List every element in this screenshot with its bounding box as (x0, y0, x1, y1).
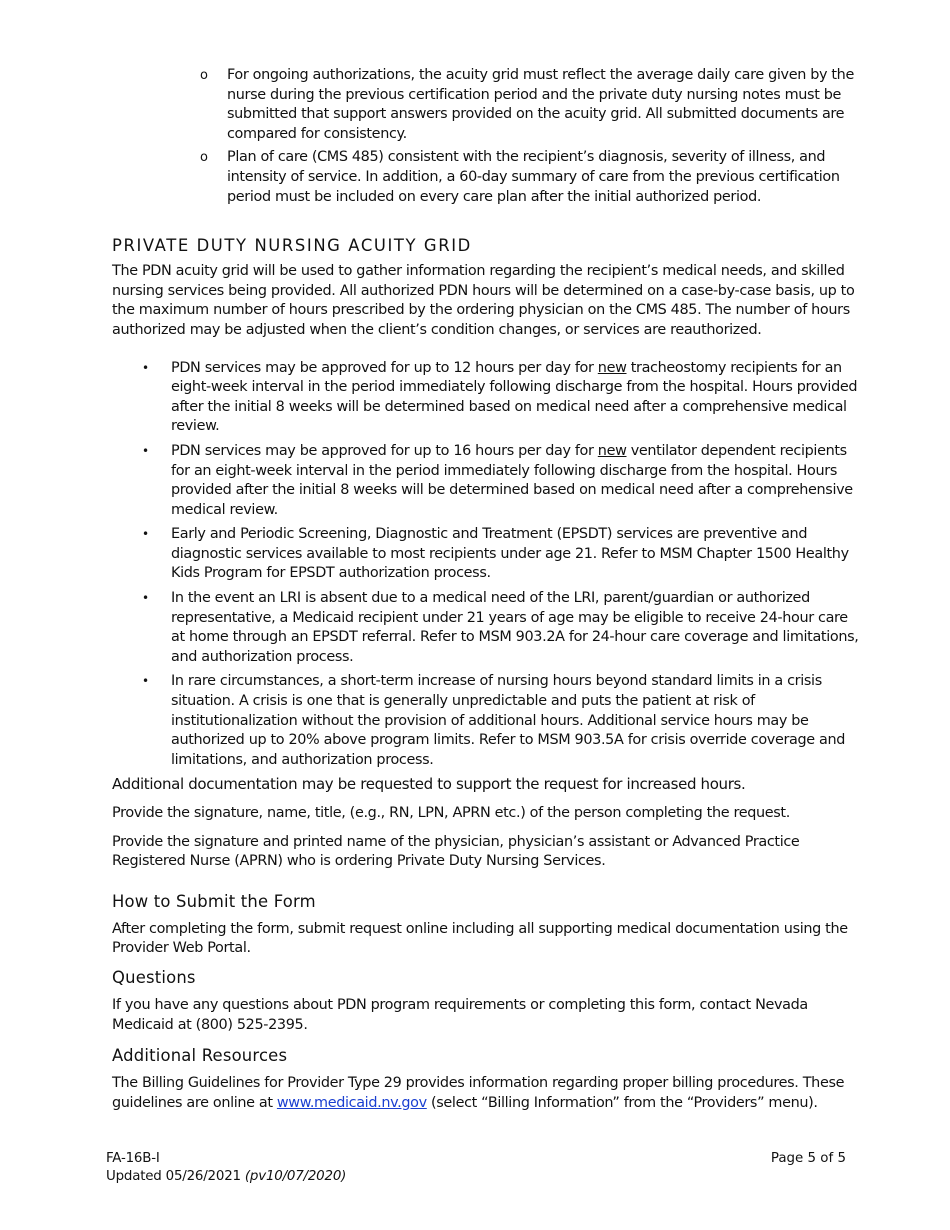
section-heading-submit: How to Submit the Form (112, 891, 316, 911)
list-item: • Early and Periodic Screening, Diagnostic and Treatment (EPSDT) services are preventive and diagnostic services available to most recipients under age 21. Refer to MSM Chapter 1500 Healthy Kids Program for EPSDT authorization process. (142, 526, 849, 582)
bullet-icon: • (142, 591, 149, 606)
provide-physician-text: Provide the signature and printed name of the physician, physician’s assistant or Advanced Practice Registered Nurse (APRN) who is ordering Private Duty Nursing Services. (112, 833, 800, 870)
bullet-icon: • (142, 674, 149, 689)
sub-list-item: o For ongoing authorizations, the acuity grid must reflect the average daily care given by the nurse during the previous certification period and the private duty nursing notes must be submitted that support answers provided on the acuity grid. All submitted documents are compared for consistency. (200, 67, 854, 142)
resources-text: The Billing Guidelines for Provider Type 29 provides information regarding proper billing procedures. These guidelines are online at www.medicaid.nv.gov (select “Billing Information” from the “Providers” menu). (112, 1075, 845, 1111)
questions-text: If you have any questions about PDN program requirements or completing this form, contact Nevada Medicaid at (800) 525-2395. (112, 996, 808, 1033)
list-item: • In rare circumstances, a short-term increase of nursing hours beyond standard limits in a crisis situation. A crisis is one that is generally unpredictable and puts the patient at risk of institutionalization without the provision of additional hours. Additional service hours may be authorized up to 20% above program limits. Refer to MSM 903.5A for crisis override coverage and limitations, and authorization process. (142, 673, 846, 768)
list-item: • In the event an LRI is absent due to a medical need of the LRI, parent/guardian or authorized representative, a Medicaid recipient under 21 years of age may be eligible to receive 24-hour care at home through an EPSDT referral. Refer to MSM 903.2A for 24-hour care coverage and limitations, and authorization process. (142, 590, 859, 665)
footer-form-info (106, 1150, 346, 1186)
bullet-icon: • (142, 443, 149, 458)
provide-signature-text: Provide the signature, name, title, (e.g., RN, LPN, APRN etc.) of the person completing the request. (112, 805, 790, 821)
section-heading-resources: Additional Resources (112, 1046, 288, 1066)
footer-form-id: FA-16B-I (106, 1151, 160, 1166)
acuity-bullet-list (142, 359, 862, 771)
section-heading-questions: Questions (112, 967, 196, 987)
list-item: • PDN services may be approved for up to 16 hours per day for new ventilator dependent recipients for an eight-week interval in the period immediately following discharge from the hospital. Hours provided after the initial 8 weeks will be determined based on medical need after a comprehensive medical review. (142, 442, 853, 518)
footer-updated: Updated 05/26/2021 (pv10/07/2020) (106, 1169, 347, 1184)
footer-page-number: Page 5 of 5 (770, 1151, 846, 1166)
medicaid-website-link[interactable]: www.medicaid.nv.gov (276, 1094, 427, 1111)
bullet-icon: • (142, 360, 149, 375)
sub-list-item: o Plan of care (CMS 485) consistent with the recipient’s diagnosis, severity of illness, and intensity of service. In addition, a 60-day summary of care from the previous certification period must be included on every care plan after the initial authorized period. (200, 149, 840, 205)
hollow-bullet-icon: o (200, 68, 208, 83)
list-item: • PDN services may be approved for up to 12 hours per day for new tracheostomy recipients for an eight-week interval in the period immediately following discharge from the hospital. Hours provided after the initial 8 weeks will be determined based on medical need after a comprehensive medical review. (142, 359, 858, 435)
submit-text: After completing the form, submit request online including all supporting medical documentation using the Provider Web Portal. (112, 920, 848, 957)
section-heading-acuity-grid: PRIVATE DUTY NURSING ACUITY GRID (112, 236, 472, 256)
bullet-icon: • (142, 527, 149, 542)
hollow-bullet-icon: o (200, 150, 208, 166)
document-page (112, 66, 862, 1113)
acuity-grid-intro: The PDN acuity grid will be used to gather information regarding the recipient’s medical needs, and skilled nursing services being provided. All authorized PDN hours will be determined on a case-by-case basis, up to the maximum number of hours prescribed by the ordering physician on the CMS 485. The number of hours authorized may be adjusted when the client’s condition changes, or services are reauthorized. (112, 263, 855, 338)
additional-documentation-text: Additional documentation may be requested to support the request for increased hours. (112, 775, 746, 794)
sub-bullet-list (200, 66, 862, 207)
